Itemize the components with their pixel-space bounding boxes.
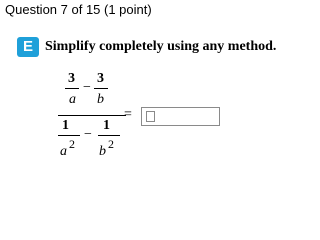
- bottom-right-fraction-bar: [98, 135, 120, 136]
- answer-placeholder-box[interactable]: [146, 111, 155, 122]
- bottom-right-denominator-base: b: [99, 144, 106, 159]
- equals-sign: =: [124, 107, 132, 122]
- top-minus-sign: −: [83, 80, 91, 95]
- top-left-denominator: a: [69, 92, 76, 107]
- top-left-numerator: 3: [68, 71, 75, 86]
- top-left-fraction-bar: [65, 88, 79, 89]
- main-fraction-bar: [58, 115, 126, 116]
- answer-input[interactable]: [141, 107, 220, 126]
- top-right-numerator: 3: [97, 71, 104, 86]
- bottom-left-numerator: 1: [62, 118, 69, 133]
- bottom-left-denominator-base: a: [60, 144, 67, 159]
- bottom-left-fraction-bar: [58, 135, 80, 136]
- question-type-badge: E: [17, 37, 39, 57]
- top-right-denominator: b: [97, 92, 104, 107]
- bottom-minus-sign: −: [84, 127, 92, 142]
- question-instruction: Simplify completely using any method.: [45, 39, 277, 54]
- question-header: Question 7 of 15 (1 point): [5, 2, 152, 17]
- top-right-fraction-bar: [94, 88, 108, 89]
- bottom-right-numerator: 1: [103, 118, 110, 133]
- bottom-left-exponent: 2: [69, 137, 75, 151]
- bottom-right-exponent: 2: [108, 137, 114, 151]
